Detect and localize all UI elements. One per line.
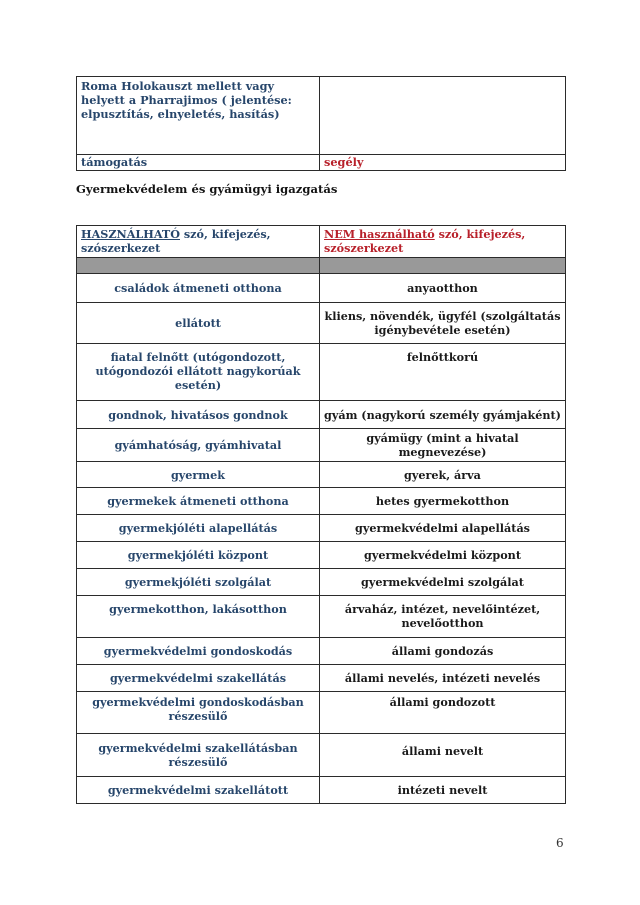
- cell-usable: gyermek: [77, 462, 320, 488]
- cell-not-usable: állami nevelés, intézeti nevelés: [320, 665, 566, 692]
- gray-cell: [320, 258, 566, 274]
- cell-usable: gondnok, hivatásos gondnok: [77, 401, 320, 429]
- cell-not-usable: gyerek, árva: [320, 462, 566, 488]
- terminology-table: [76, 225, 566, 804]
- cell-usable: ellátott: [77, 303, 320, 344]
- cell-usable: gyermekjóléti alapellátás: [77, 515, 320, 542]
- cell-not-usable: gyám (nagykorú személy gyámjaként): [320, 401, 566, 429]
- table-row: [77, 77, 566, 155]
- table-row: [77, 777, 566, 804]
- cell-not-usable: gyermekvédelmi központ: [320, 542, 566, 569]
- cell-not-usable: állami nevelt: [320, 734, 566, 777]
- cell-not-usable: kliens, növendék, ügyfél (szolgáltatás igénybevétele esetén): [320, 303, 566, 344]
- table-row: [77, 665, 566, 692]
- gray-cell: [77, 258, 320, 274]
- cell-usable: gyermekvédelmi gondoskodásban részesülő: [77, 692, 320, 734]
- cell-usable: családok átmeneti otthona: [77, 274, 320, 303]
- cell-usable: fiatal felnőtt (utógondozott, utógondozói ellátott nagykorúak esetén): [77, 344, 320, 401]
- section-heading: Gyermekvédelem és gyámügyi igazgatás: [76, 182, 338, 196]
- table-row: [77, 569, 566, 596]
- cell-not-usable: árvaház, intézet, nevelőintézet, nevelőotthon: [320, 596, 566, 638]
- cell-not-usable: gyermekvédelmi szolgálat: [320, 569, 566, 596]
- cell-usable: gyermekek átmeneti otthona: [77, 488, 320, 515]
- table-row: [77, 155, 566, 171]
- header-usable-rest: szó, kifejezés, szószerkezet: [81, 227, 271, 255]
- table-row: [77, 515, 566, 542]
- table-row: [77, 462, 566, 488]
- header-usable-emphasis: HASZNÁLHATÓ: [81, 227, 180, 241]
- cell-usable: gyermekvédelmi szakellátásban részesülő: [77, 734, 320, 777]
- page-number: 6: [556, 836, 564, 850]
- header-not-usable: [320, 226, 566, 258]
- table-row: [77, 344, 566, 401]
- cell-usable: gyámhatóság, gyámhivatal: [77, 429, 320, 462]
- cell-not-usable: állami gondozott: [320, 692, 566, 734]
- table-row: [77, 401, 566, 429]
- cell-not-usable: anyaotthon: [320, 274, 566, 303]
- table-row: [77, 734, 566, 777]
- table-row: [77, 429, 566, 462]
- table-row: [77, 692, 566, 734]
- cell-not-usable: felnőttkorú: [320, 344, 566, 401]
- table-row: [77, 274, 566, 303]
- cell-usable: gyermekotthon, lakásotthon: [77, 596, 320, 638]
- table-row: [77, 596, 566, 638]
- cell-not-usable: gyámügy (mint a hivatal megnevezése): [320, 429, 566, 462]
- cell-not-usable: hetes gyermekotthon: [320, 488, 566, 515]
- gray-separator-row: [77, 258, 566, 274]
- table-row: [77, 303, 566, 344]
- cell-usable: gyermekjóléti szolgálat: [77, 569, 320, 596]
- cell-usable: gyermekvédelmi gondoskodás: [77, 638, 320, 665]
- cell-right: segély: [320, 155, 566, 171]
- table-row: [77, 542, 566, 569]
- cell-not-usable: intézeti nevelt: [320, 777, 566, 804]
- cell-usable: gyermekjóléti központ: [77, 542, 320, 569]
- cell-left: támogatás: [77, 155, 320, 171]
- cell-right: [320, 77, 566, 155]
- cell-left: Roma Holokauszt mellett vagy helyett a Pharrajimos ( jelentése: elpusztítás, elnyeletés, hasítás): [77, 77, 320, 155]
- cell-usable: gyermekvédelmi szakellátott: [77, 777, 320, 804]
- cell-usable: gyermekvédelmi szakellátás: [77, 665, 320, 692]
- table-header-row: [77, 226, 566, 258]
- table-row: [77, 488, 566, 515]
- table-row: [77, 638, 566, 665]
- header-usable: [77, 226, 320, 258]
- header-not-usable-rest: szó, kifejezés, szószerkezet: [324, 227, 526, 255]
- cell-not-usable: állami gondozás: [320, 638, 566, 665]
- header-not-usable-emphasis: NEM használható: [324, 227, 435, 241]
- top-table: [76, 76, 566, 171]
- cell-not-usable: gyermekvédelmi alapellátás: [320, 515, 566, 542]
